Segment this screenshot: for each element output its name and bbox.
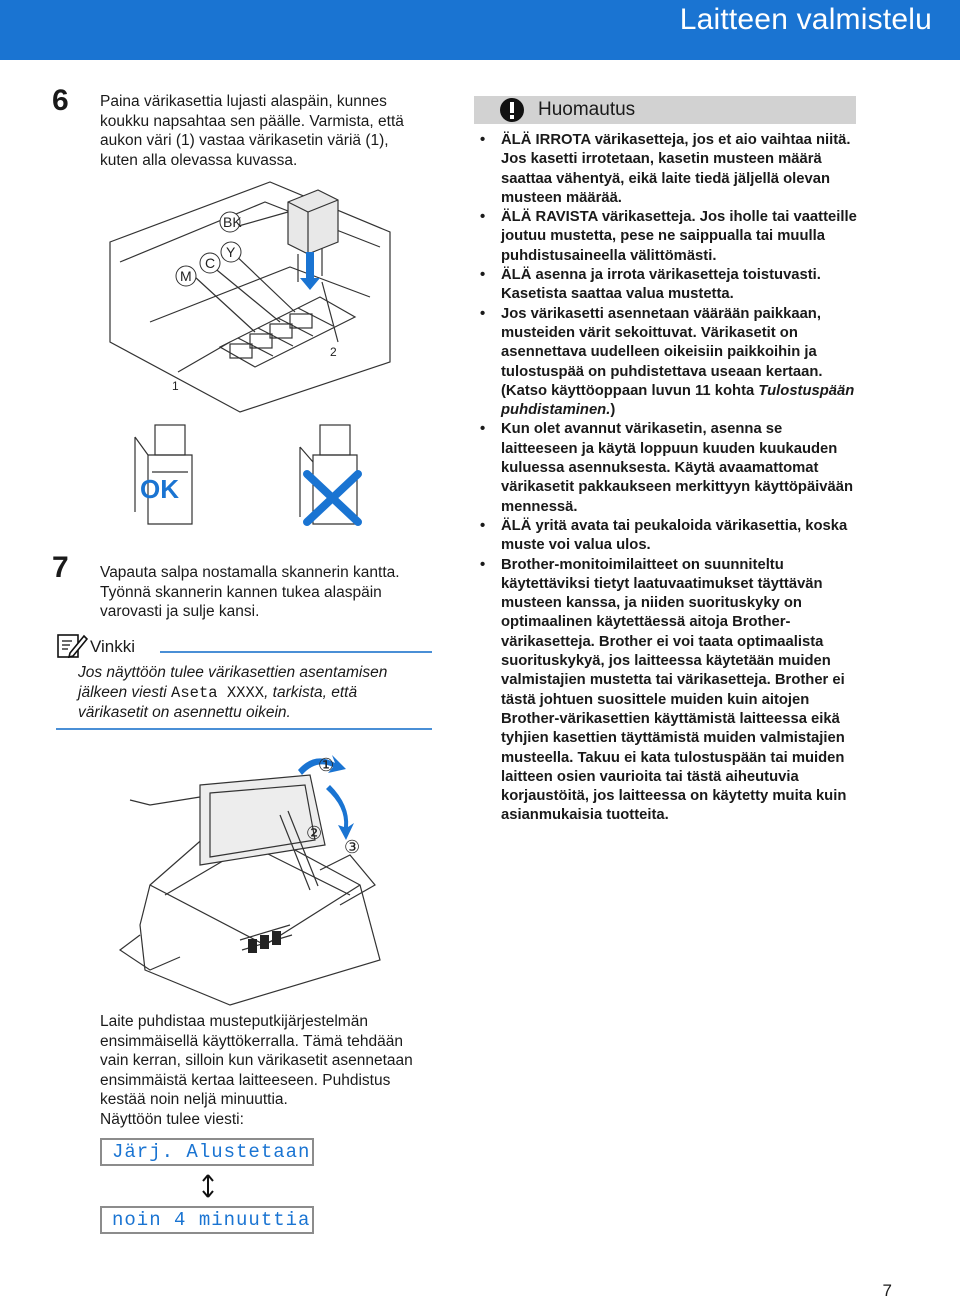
label-1: 1 (172, 379, 179, 393)
lcd-display-message: Järj. Alustetaan (100, 1138, 314, 1166)
list-item: • Kun olet avannut värikasetin, asenna se laitteeseen ja käytä loppuun kuuden kuukauden kuluessa asennuksesta. Käytä avaamattomat värikasetit pakkaukseen merkittyyn käyttöpäivään mennessä. (476, 420, 862, 516)
cleaning-text: Laite puhdistaa musteputkijärjestelmän ensimmäisellä käyttökerralla. Tämä tehdään vain kerran, silloin kun värikasetit asennetaan ensimmäistä kertaa laitteeseen. Puhdistus kestää noin neljä minuuttia. Näyttöön tulee viesti: (100, 1013, 413, 1128)
list-item: • ÄLÄ RAVISTA värikasetteja. Jos iholle tai vaatteille joutuu mustetta, pese ne saippualla tai muulla puhdistusaineella välittömästi. (476, 208, 862, 266)
tip-text: Jos näyttöön tulee värikasettien asentamisen jälkeen viesti Aseta XXXX, tarkista, että värikasetit on asennettu oikein. (78, 664, 388, 721)
warning-icon (498, 96, 528, 124)
label-3: ③ (344, 837, 361, 858)
list-item: • ÄLÄ asenna ja irrota värikasetteja toistuvasti. Kasetista saattaa valua mustetta. (476, 266, 862, 305)
cartridge-install-illustration (90, 172, 410, 562)
lcd-display-message: noin 4 minuuttia (100, 1206, 314, 1234)
list-item: • ÄLÄ IRROTA värikasetteja, jos et aio vaihtaa niitä. Jos kasetti irrotetaan, kasetin musteen määrä saattaa vähentyä, eikä laite tiedä jäljellä olevan musteen määrää. (476, 131, 862, 208)
list-item: • Brother-monitoimilaitteet on suunniteltu käytettäviksi tietyt laatuvaatimukset täyttävän musteen kanssa, ja niiden suorituskyky on optimaalinen käytettäessä aitoja Brother-värikasetteja. Brother ei voi taata optimaalista suorituskykyä, jos laitteessa käytetään muiden valmistajien mustetta tai värikasetteja. Brother ei tästä johtuen suosittele muiden kuin aitojen Brother-värikasettien käyttämistä laitteessa eikä tyhjien kasettien täyttämistä muiden valmistajien musteella. Takuu ei kata tulostuspään tai muiden laitteen osien vaurioita tai tästä aiheutuvia korjaustöitä, jos laitteessa on käytetty muita kuin asianmukaisia tuotteita. (476, 556, 862, 826)
tip-title: Vinkki (90, 637, 136, 656)
ok-mark: OK (140, 474, 179, 504)
step-text: Vapauta salpa nostamalla skannerin kantta. Työnnä skannerin kannen tukea alaspäin varovasti ja sulje kansi. (100, 564, 400, 620)
label-2: ② (306, 823, 323, 844)
step-number: 6 (52, 84, 69, 117)
label-c: C (205, 255, 216, 271)
page-title: Laitteen valmistelu (679, 3, 932, 36)
alternating-arrow-icon (200, 1173, 216, 1199)
list-item: • Jos värikasetti asennetaan väärään paikkaan, musteiden värit sekoittuvat. Värikasetit on asennettava uudelleen oikeisiin paikkoihin ja tulostuspää on puhdistettava useaan kertaan. (Katso käyttöoppaan luvun 11 kohta Tulostuspään puhdistaminen.) (476, 305, 862, 421)
step-number: 7 (52, 551, 69, 584)
step-text: Paina värikasettia lujasti alaspäin, kunnes koukku napsahtaa sen päälle. Varmista, että aukon väri (1) vastaa värikasetin väriä (1), kuten alla olevassa kuvassa. (100, 93, 404, 169)
tip-divider (160, 651, 432, 653)
label-2: 2 (330, 345, 337, 359)
x-mark (307, 474, 358, 522)
label-y: Y (226, 244, 236, 260)
note-header (474, 96, 856, 124)
list-item: • ÄLÄ yritä avata tai peukaloida värikasettia, koska muste voi valua ulos. (476, 517, 862, 556)
scanner-cover-illustration (110, 745, 430, 1010)
note-title: Huomautus (538, 99, 636, 120)
note-list (476, 131, 862, 826)
label-m: M (180, 268, 192, 284)
label-bk: BK (223, 214, 242, 230)
page-number: 7 (882, 1281, 892, 1300)
tip-divider (56, 728, 432, 730)
label-1: ① (318, 755, 335, 776)
pencil-note-icon (56, 631, 88, 661)
tip-code: Aseta XXXX (171, 683, 265, 702)
